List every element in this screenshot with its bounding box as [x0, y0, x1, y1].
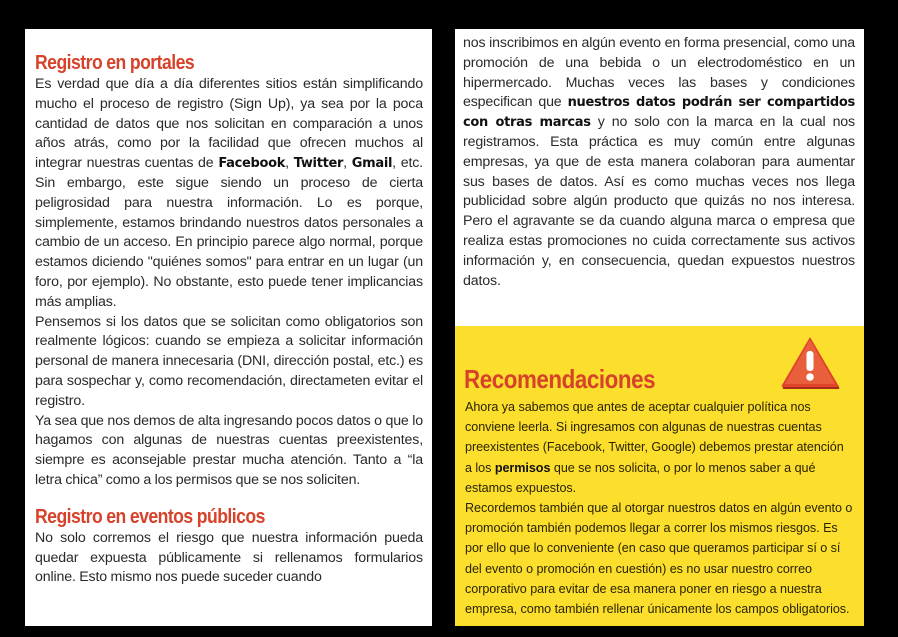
paragraph: Ya sea que nos demos de alta ingresando pocos datos o que lo hagamos con algunas de nuestras cuentas preexistentes, siempre es aconsejable prestar mucha atención. Tanto a “la letra chica” como a los permisos que se nos soliciten. [35, 412, 423, 488]
bold-permisos: permisos [494, 460, 551, 475]
paragraph-text: que se nos solicita, o por lo menos saber a qué estamos expuestos. [465, 460, 816, 495]
section-heading-registro-en-eventos-publicos: Registro en eventos públicos [35, 505, 265, 528]
right-page [455, 29, 864, 626]
left-page [25, 29, 432, 626]
recommendations-box [455, 326, 864, 626]
right-column [463, 34, 855, 291]
paragraph-text: Es verdad que día a día diferentes sitios están simplificando mucho el proceso de registro (Sign Up), ya sea por la poca cantidad de datos que nos solicitan en comparación a unos años atrás, como por la facilidad que ofrecen muchos al integrar nuestras cuentas de [35, 76, 423, 172]
separator: , [343, 155, 352, 172]
paragraph-text: Ahora ya sabemos que antes de aceptar cualquier política nos conviene leerla. Si ingresamos con algunas de nuestras cuentas preexistentes (Facebook, Twitter, Google) debemos prestar atención a los [465, 400, 844, 475]
bold-twitter: Twitter [293, 156, 344, 172]
paragraph: Recordemos también que al otorgar nuestros datos en algún evento o promoción también podemos llegar a correr los mismos riesgos. Es por ello que lo conveniente (en caso que queramos participar sí o sí del evento o promoción en cuestión) es no usar nuestro correo corporativo para evitar de esa manera poner en riesgo a nuestra empresa, como también rellenar únicamente los campos obligatorios. [465, 501, 853, 617]
separator: , [285, 155, 294, 172]
paragraph: No solo corremos el riesgo que nuestra información pueda quedar expuesta públicamente si rellenamos formularios online. Esto mismo nos puede suceder cuando [35, 529, 423, 586]
paragraph [35, 75, 423, 313]
paragraph: Pensemos si los datos que se solicitan como obligatorios son realmente lógicos: cuando se empieza a solicitar información personal de manera innecesaria (DNI, dirección postal, etc.) es para sospechar y, como recomendación, directameten evitar el registro. [35, 313, 423, 409]
bold-highlight: nuestros datos podrán ser compartidos con otras marcas [463, 95, 855, 131]
bold-gmail: Gmail [351, 156, 393, 172]
recommendations-body [465, 397, 853, 619]
paragraph-text: nos inscribimos en algún evento en forma presencial, como una promoción de una bebida o un electrodoméstico en un hipermercado. Muchas veces las bases y condiciones especifican que [463, 35, 855, 111]
paragraph-text: , etc. Sin embargo, este sigue siendo un proceso de cierta peligrosidad para nuestra información. Lo es porque, simplemente, estamos brindando nuestros datos personales a cambio de un acceso. En principio parece algo normal, porque estamos diciendo "quiénes somos" para entrar en un lugar (un foro, por ejemplo). No obstante, esto puede tener implicancias más amplias. [35, 155, 423, 310]
paragraph [463, 34, 855, 291]
left-column [35, 51, 423, 588]
recommendations-heading: Recomendaciones [464, 364, 656, 394]
paragraph-text: y no solo con la marca en la cual nos registramos. Esta práctica es muy común entre algunas empresas, ya que de esta manera colaboran para aumentar sus bases de datos. Así es como muchas veces nos llega publicidad sobre algún producto que quizás no nos interesa. Pero el agravante se da cuando alguna marca o empresa que realiza estas promociones no cuida correctamente sus activos información y, en consecuencia, quedan expuestos nuestros datos. [463, 114, 855, 289]
warning-triangle-icon [779, 334, 841, 390]
bold-facebook: Facebook [218, 156, 286, 172]
section-heading-registro-en-portales: Registro en portales [35, 52, 195, 74]
paragraph [465, 397, 853, 498]
